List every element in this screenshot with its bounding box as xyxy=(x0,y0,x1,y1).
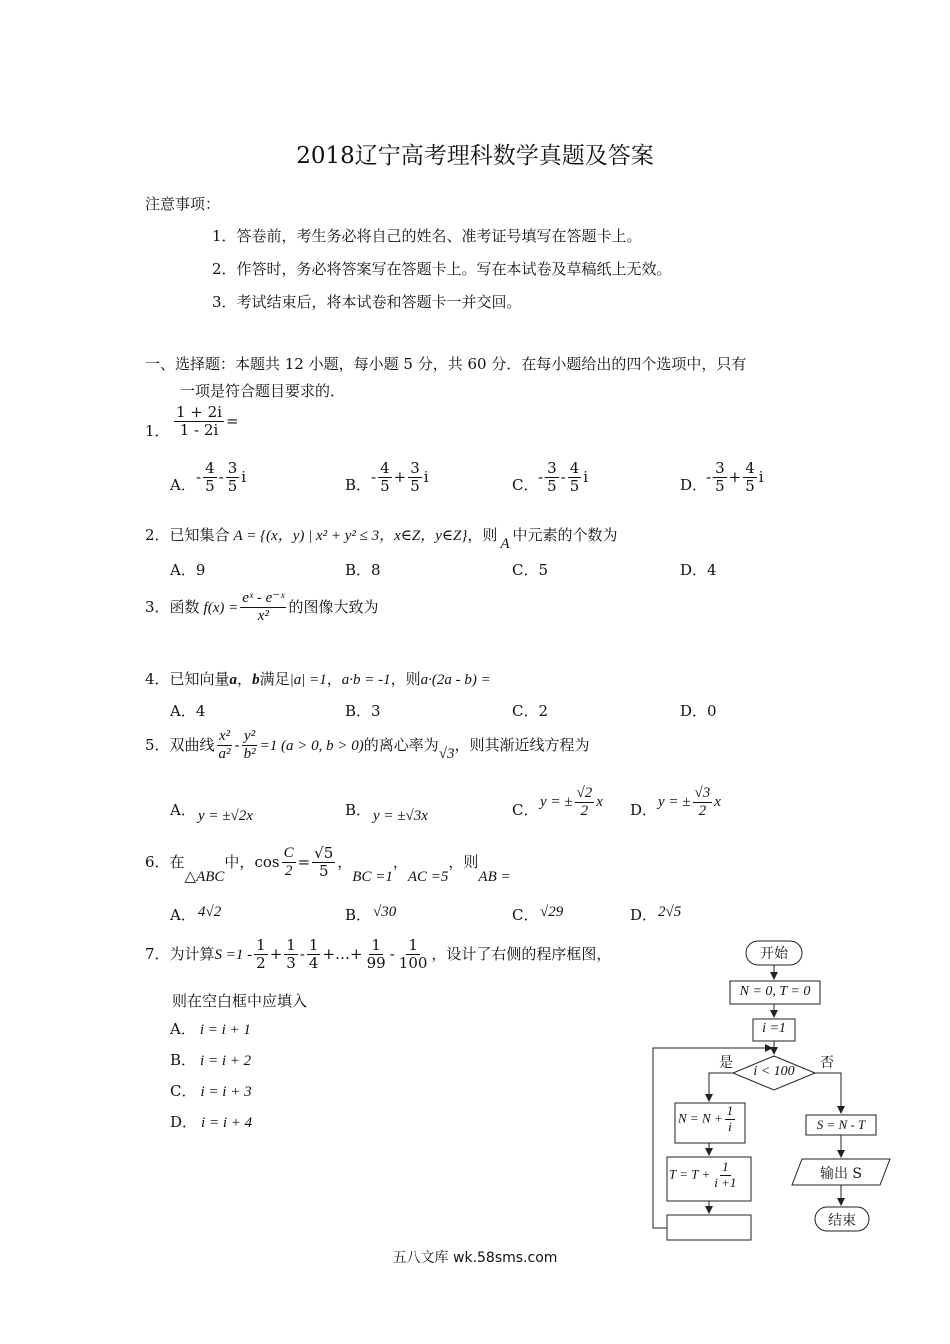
flowchart-end: 结束 xyxy=(828,1213,856,1229)
q2-set: A = {(x，y) | x² + y² ≤ 3，x∈Z，y∈Z} xyxy=(233,528,468,544)
q5-option-b-label: B． xyxy=(345,801,372,819)
q6-option-b: √30 xyxy=(373,904,397,920)
q6-option-c: √29 xyxy=(540,904,564,920)
q6-option-a-label: A． xyxy=(170,906,196,924)
flowchart-init: N = 0, T = 0 xyxy=(739,984,811,999)
flowchart-t-update: T = T + $\frac{1}{i +1}$ xyxy=(669,1159,737,1190)
q1-option-c: - $\frac{3}{5}$ - $\frac{4}{5}$ i xyxy=(538,459,589,496)
q5-option-d-label: D． xyxy=(630,801,658,819)
q4-option-d: D．0 xyxy=(680,702,717,720)
q5-option-b: y = ±√3x xyxy=(373,808,428,824)
q5-option-a: y = ±√2x xyxy=(198,808,253,824)
flowchart-condition: i < 100 xyxy=(753,1064,795,1079)
q1-option-b: - $\frac{4}{5}$ + $\frac{3}{5}$ i xyxy=(371,459,429,496)
q1-option-a: - $\frac{4}{5}$ - $\frac{3}{5}$ i xyxy=(196,459,247,496)
q1-number: 1． xyxy=(145,422,170,440)
q2-option-a: A．9 xyxy=(170,561,206,579)
q3-stem: 3．函数 f(x) = $\frac{\text{eˣ - e⁻ˣ}}{\text{x²}}$ 的图像大致为 xyxy=(145,590,379,625)
footer-watermark: 五八文库 wk.58sms.com xyxy=(392,1250,558,1266)
q1-option-a-label: A． xyxy=(170,476,196,494)
q7-option-c: C． i = i + 3 xyxy=(170,1082,252,1100)
q5-option-c: y = ± $\frac{√2}{2}$ x xyxy=(540,785,603,820)
flowchart-s-calc: S = N - T xyxy=(816,1117,866,1132)
q1-option-c-label: C． xyxy=(512,476,539,494)
section-heading: 一、选择题：本题共 12 小题，每小题 5 分，共 60 分．在每小题给出的四个选项中，只有 xyxy=(145,355,747,373)
q1-option-b-label: B． xyxy=(345,476,372,494)
q2-option-c: C．5 xyxy=(512,561,549,579)
q6-option-b-label: B． xyxy=(345,906,372,924)
q2-option-b: B．8 xyxy=(345,561,381,579)
flowchart-yes-label: 是 xyxy=(719,1055,733,1071)
q4-option-c: C．2 xyxy=(512,702,549,720)
notice-item-2: 2．作答时，务必将答案写在答题卡上。写在本试卷及草稿纸上无效。 xyxy=(212,260,672,278)
notice-item-1: 1．答卷前，考生务必将自己的姓名、准考证号填写在答题卡上。 xyxy=(212,227,642,245)
flowchart-no-label: 否 xyxy=(820,1055,834,1071)
flowchart-start: 开始 xyxy=(760,946,788,962)
q7-option-b: B． i = i + 2 xyxy=(170,1051,252,1069)
q4-stem: 4．已知向量a，b满足|a| =1，a·b = -1，则a·(2a - b) = xyxy=(145,670,491,688)
q2-stem: 2．已知集合 A = {(x，y) | x² + y² ≤ 3，x∈Z，y∈Z}，则 A 中元素的个数为 xyxy=(145,526,618,552)
section-heading-cont: 一项是符合题目要求的． xyxy=(180,382,346,400)
flowchart-blank-box xyxy=(667,1215,751,1240)
q5-stem: 5．双曲线 $\frac{\text{x²}}{\text{a²}}$ - $\frac{\text{y²}}{\text{b²}}$ =1 (a > 0, b > 0)的离心率为√3，则其渐近线方程为 xyxy=(145,728,590,763)
flowchart-output: 输出 S xyxy=(819,1166,863,1182)
q1-equals: = xyxy=(226,411,239,430)
q7-stem: 7．为计算S =1 - $\frac{1}{2}$ + $\frac{1}{3}$ - $\frac{1}{4}$ +…+ $\frac{1}{99}$ - $\frac{1}{100}$ ，设计了右侧的程序框图， xyxy=(145,936,612,973)
q5-option-c-label: C． xyxy=(512,801,539,819)
q4-option-b: B．3 xyxy=(345,702,381,720)
q5-option-a-label: A． xyxy=(170,801,196,819)
q6-option-c-label: C． xyxy=(512,906,539,924)
flowchart-i-init: i =1 xyxy=(762,1021,786,1036)
page-title: 2018辽宁高考理科数学真题及答案 xyxy=(296,143,654,169)
q1-option-d-label: D． xyxy=(680,476,708,494)
q7-option-a: A． i = i + 1 xyxy=(170,1020,251,1038)
q1-denominator: 1 - 2i xyxy=(179,421,219,440)
flowchart-n-update: N = N + $\frac{1}{i}$ xyxy=(678,1103,734,1134)
q6-option-a: 4√2 xyxy=(198,904,222,920)
q6-option-d: 2√5 xyxy=(658,904,682,920)
q7-stem-cont: 则在空白框中应填入 xyxy=(172,992,308,1010)
q7-option-d: D． i = i + 4 xyxy=(170,1113,253,1131)
q5-option-d: y = ± $\frac{√3}{2}$ x xyxy=(658,785,721,820)
q2-option-d: D．4 xyxy=(680,561,717,579)
q6-option-d-label: D． xyxy=(630,906,658,924)
q4-option-a: A．4 xyxy=(170,702,206,720)
q1-numerator: 1 + 2i xyxy=(176,403,222,421)
notice-item-3: 3．考试结束后，将本试卷和答题卡一并交回。 xyxy=(212,293,522,311)
q1-option-d: - $\frac{3}{5}$ + $\frac{4}{5}$ i xyxy=(706,459,764,496)
notice-heading: 注意事项： xyxy=(145,195,221,213)
q6-stem: 6．在△ABC中，cos $\frac{C}{2}$ = $\frac{√5}{5}$ ，BC =1，AC =5，则AB = xyxy=(145,844,511,885)
